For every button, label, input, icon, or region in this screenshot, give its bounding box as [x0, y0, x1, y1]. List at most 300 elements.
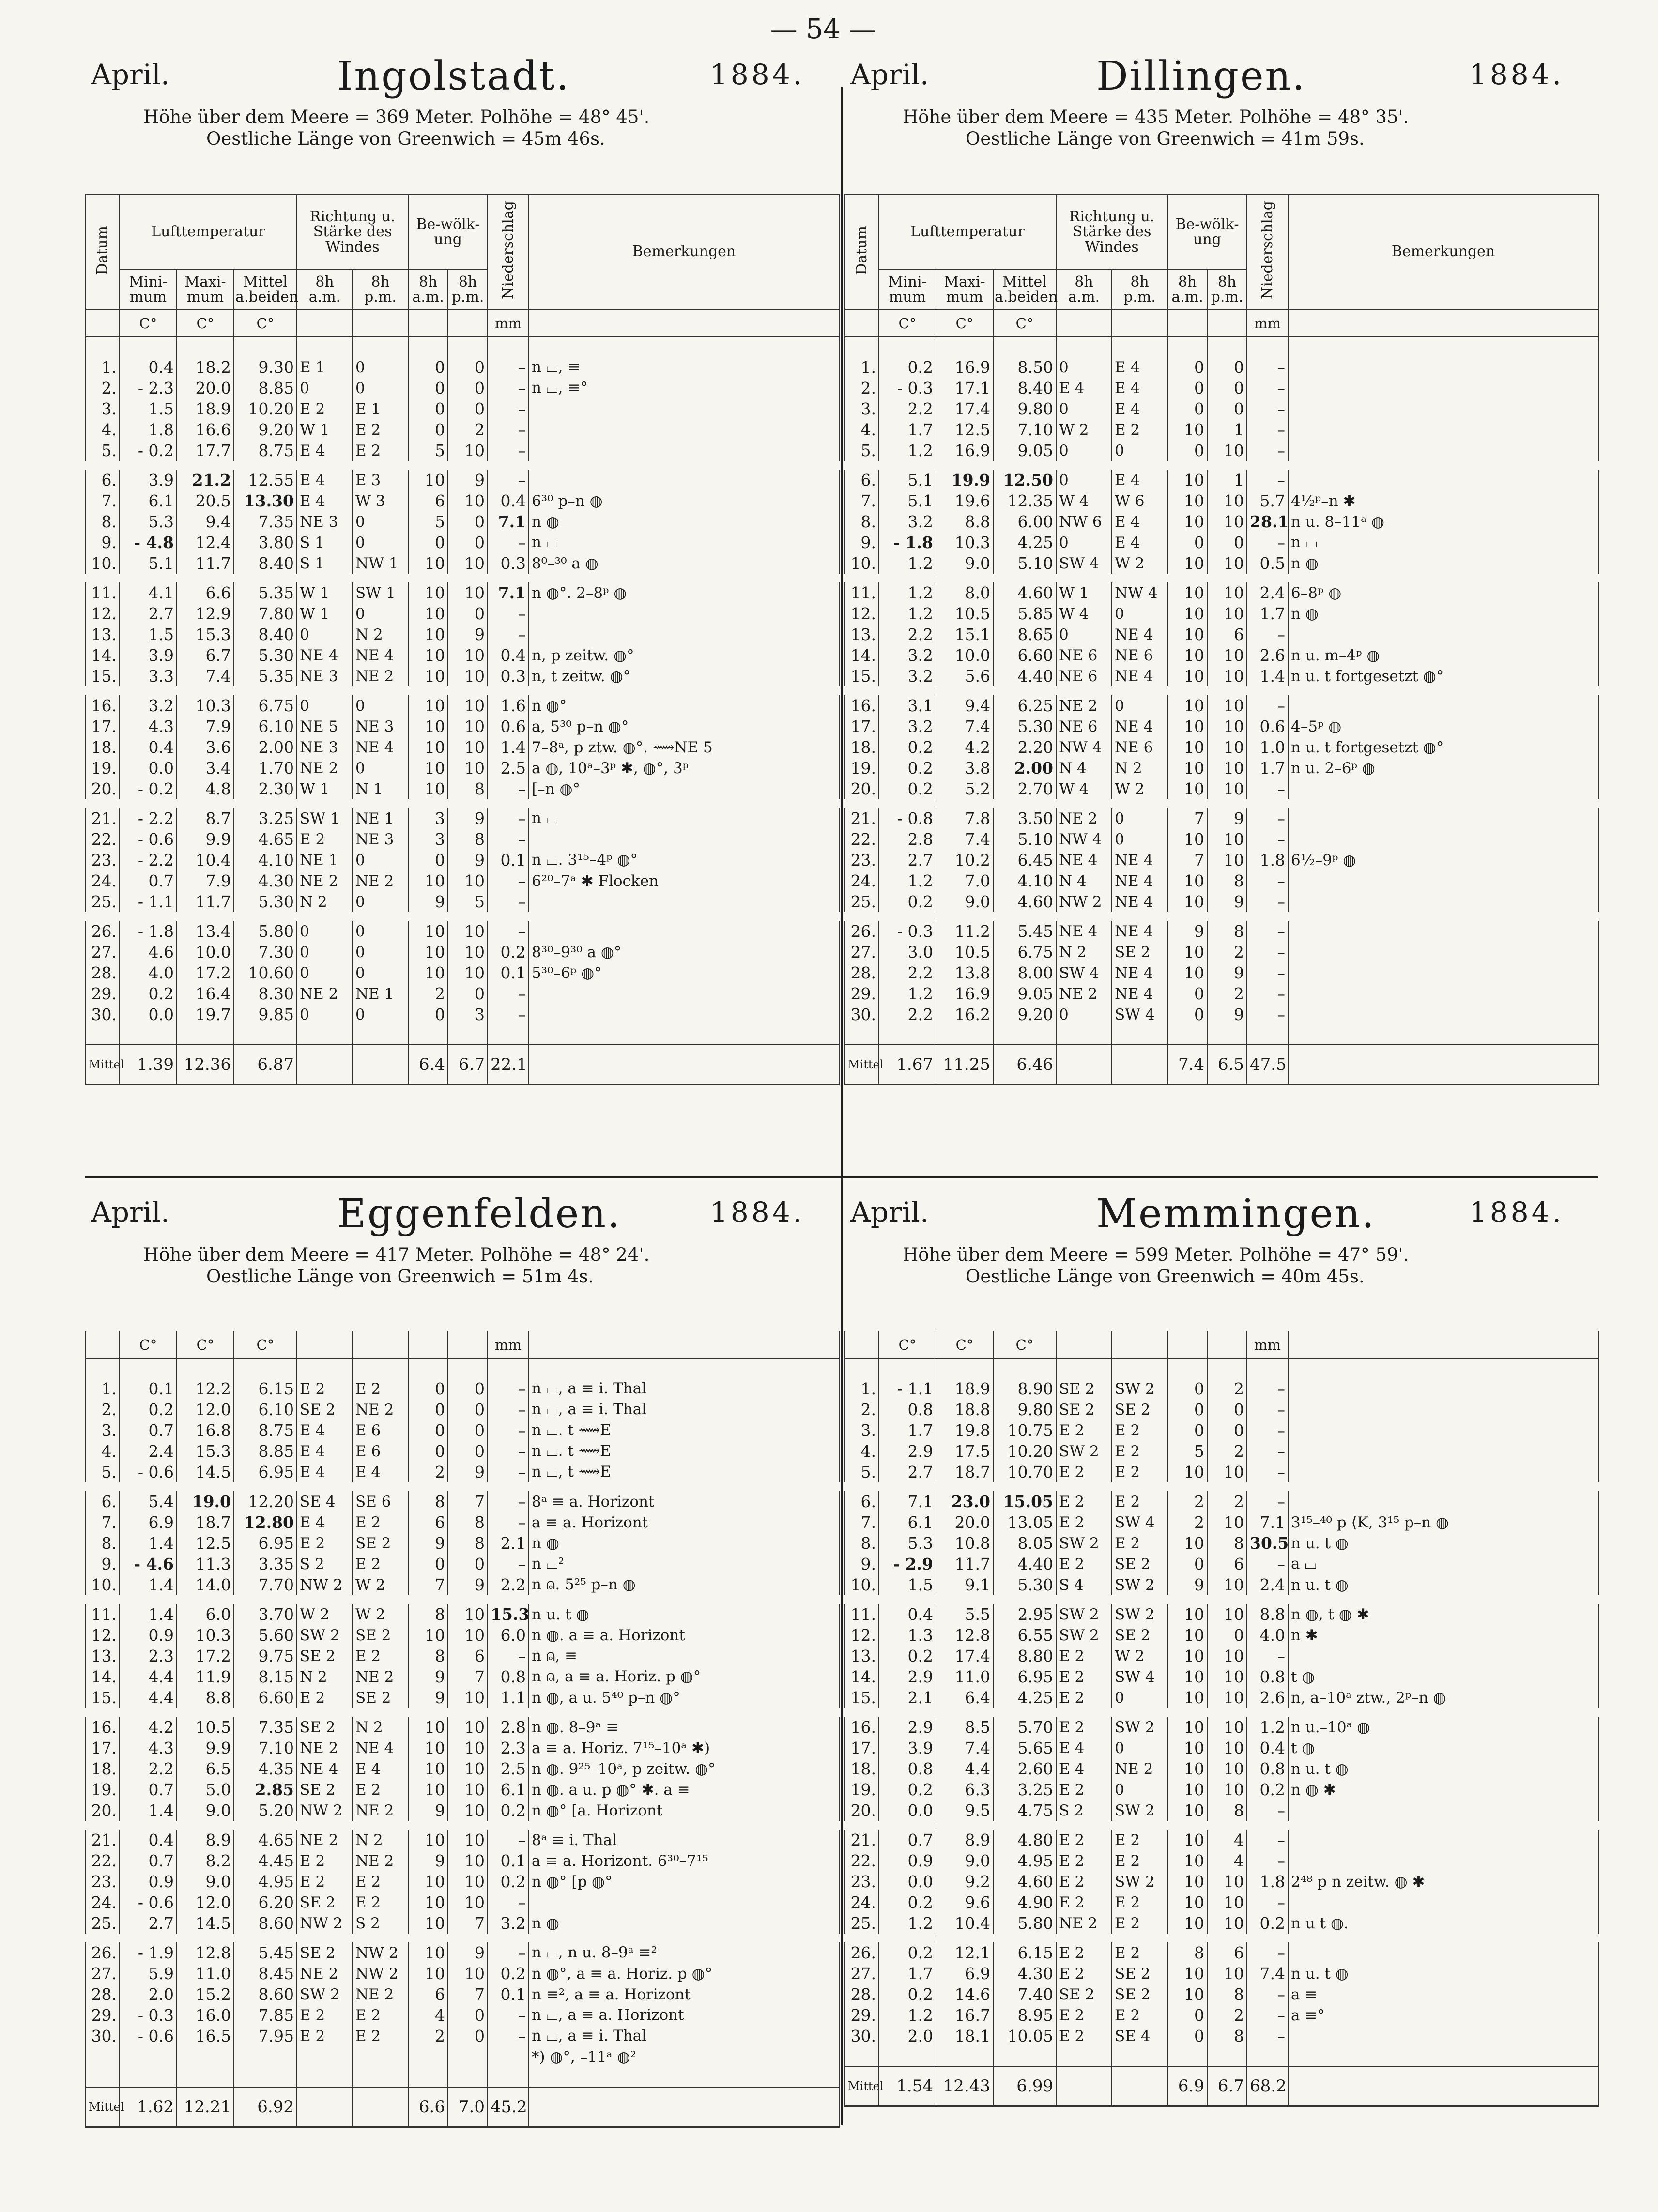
- cell: 9.: [845, 532, 879, 553]
- cell: 2.7: [120, 1913, 177, 1938]
- mittel-value: [1056, 2066, 1112, 2106]
- cell: - 0.3: [879, 378, 936, 398]
- cell: 4.2: [120, 1712, 177, 1738]
- cell: 10: [1207, 1600, 1247, 1625]
- cell: E 2: [1056, 1487, 1112, 1512]
- cell: 8.60: [234, 1984, 297, 2005]
- cell: 10: [448, 1892, 488, 1913]
- cell: E 2: [353, 419, 408, 440]
- cell: 1.5: [879, 1574, 936, 1600]
- cell: –: [1247, 398, 1288, 419]
- cell: 0.4: [1247, 1738, 1288, 1758]
- cell: 3.35: [234, 1554, 297, 1574]
- table-row: [845, 624, 1598, 645]
- cell: 0.2: [1247, 1779, 1288, 1800]
- cell: 9.0: [936, 553, 993, 578]
- table-row: [845, 1646, 1598, 1666]
- cell: 0: [408, 1554, 448, 1574]
- cell: –: [1247, 829, 1288, 850]
- cell: 6.15: [234, 1378, 297, 1399]
- cell: 10: [448, 440, 488, 465]
- cell: 3.6: [177, 737, 234, 758]
- cell: n ⍝, ≡: [529, 1646, 839, 1666]
- cell: NW 4: [1056, 829, 1112, 850]
- cell: W 3: [353, 490, 408, 511]
- cell: SE 2: [1056, 1399, 1112, 1420]
- cell: 2.9: [879, 1441, 936, 1462]
- cell: 12.2: [177, 1378, 234, 1399]
- cell: 15.05: [993, 1487, 1056, 1512]
- cell: 10: [1207, 1871, 1247, 1892]
- cell: NE 2: [353, 1984, 408, 2005]
- cell: SW 2: [1056, 1625, 1112, 1646]
- cell: NE 4: [1112, 983, 1167, 1004]
- cell: 3: [408, 804, 448, 829]
- cell: 8.8: [936, 511, 993, 532]
- cell: –: [1247, 916, 1288, 942]
- cell: 9: [408, 891, 448, 916]
- cell: SW 2: [1056, 1600, 1112, 1625]
- cell: 8.50: [993, 357, 1056, 378]
- cell: 28.: [86, 1984, 120, 2005]
- cell: 10: [1207, 691, 1247, 716]
- cell: 3.9: [120, 645, 177, 666]
- cell: 10: [408, 942, 448, 962]
- table-row: [845, 645, 1598, 666]
- cell: 16.4: [177, 983, 234, 1004]
- mittel-value: 12.43: [936, 2066, 993, 2106]
- cell: 9: [448, 1938, 488, 1963]
- table-row: [845, 1758, 1598, 1779]
- cell: 0: [1167, 1004, 1207, 1025]
- cell: –: [488, 804, 529, 829]
- cell: 3.0: [879, 942, 936, 962]
- cell: 19.0: [177, 1487, 234, 1512]
- cell: a ⌴: [1288, 1554, 1598, 1574]
- table-row: [86, 2005, 839, 2026]
- cell: 3.2: [879, 666, 936, 691]
- cell: 1.7: [879, 1420, 936, 1441]
- cell: 28.: [86, 962, 120, 983]
- cell: 8.9: [177, 1825, 234, 1850]
- unit-cell: [353, 1331, 408, 1358]
- cell: - 2.2: [120, 850, 177, 870]
- cell: 10: [448, 962, 488, 983]
- cell: 8.9: [936, 1825, 993, 1850]
- cell: 0.2: [879, 778, 936, 804]
- cell: 7: [448, 1487, 488, 1512]
- cell: n ◍°: [529, 691, 839, 716]
- cell: 8: [448, 829, 488, 850]
- cell: 8: [1207, 1800, 1247, 1825]
- cell: 0: [1167, 2026, 1207, 2046]
- cell: 4.: [86, 419, 120, 440]
- cell: NE 2: [1112, 1758, 1167, 1779]
- cell: 4.25: [993, 1687, 1056, 1712]
- cell: [1288, 1800, 1598, 1825]
- table-row: [845, 870, 1598, 891]
- cell: NE 2: [1056, 691, 1112, 716]
- cell: 2.3: [488, 1738, 529, 1758]
- cell: 2.4: [1247, 578, 1288, 603]
- cell: SW 2: [1056, 1533, 1112, 1554]
- cell: –: [1247, 378, 1288, 398]
- cell: 5.60: [234, 1625, 297, 1646]
- cell: –: [1247, 778, 1288, 804]
- cell: n ◍. 9²⁵–10ᵃ, p zeitw. ◍°: [529, 1758, 839, 1779]
- cell: 7.9: [177, 870, 234, 891]
- cell: 10: [1167, 1984, 1207, 2005]
- cell: 10: [1167, 1462, 1207, 1487]
- cell: [1288, 870, 1598, 891]
- cell: 3.9: [120, 465, 177, 490]
- mittel-value: 22.1: [488, 1045, 529, 1085]
- cell: 12.55: [234, 465, 297, 490]
- cell: 1.70: [234, 758, 297, 778]
- cell: 2.7: [879, 1462, 936, 1487]
- table-row: [845, 1938, 1598, 1963]
- cell: 15.1: [936, 624, 993, 645]
- cell: E 4: [1112, 378, 1167, 398]
- cell: 0: [448, 1554, 488, 1574]
- cell: 14.: [845, 645, 879, 666]
- cell: 12.1: [936, 1938, 993, 1963]
- cell: E 2: [1056, 2026, 1112, 2046]
- cell: 1.8: [1247, 850, 1288, 870]
- cell: 10: [448, 1758, 488, 1779]
- cell: 10: [1207, 1738, 1247, 1758]
- cell: 0: [353, 378, 408, 398]
- table-row: [86, 1850, 839, 1871]
- cell: S 1: [297, 532, 353, 553]
- cell: [1288, 983, 1598, 1004]
- table-row: [845, 1512, 1598, 1533]
- cell: 3.: [86, 398, 120, 419]
- cell: 1.2: [879, 578, 936, 603]
- cell: 13.8: [936, 962, 993, 983]
- cell: 18.9: [177, 398, 234, 419]
- center-divider: [841, 87, 843, 2125]
- table-row: [845, 916, 1598, 942]
- cell: [1288, 465, 1598, 490]
- cell: 2.9: [879, 1666, 936, 1687]
- cell: 10: [408, 1779, 448, 1800]
- cell: 10: [408, 1963, 448, 1984]
- horizontal-divider: [85, 1176, 1598, 1178]
- cell: 5.80: [234, 916, 297, 942]
- cell: 5: [408, 440, 448, 465]
- cell: 21.: [86, 1825, 120, 1850]
- cell: 6.9: [120, 1512, 177, 1533]
- cell: 27.: [845, 942, 879, 962]
- cell: [1288, 691, 1598, 716]
- cell: 12.5: [936, 419, 993, 440]
- cell: 0: [1056, 398, 1112, 419]
- cell: 10: [1207, 578, 1247, 603]
- cell: 8.7: [177, 804, 234, 829]
- cell: 8: [448, 1512, 488, 1533]
- cell: 6²⁰–7ᵃ ✱ Flocken: [529, 870, 839, 891]
- cell: [1288, 1420, 1598, 1441]
- cell: - 1.1: [120, 891, 177, 916]
- cell: S 1: [297, 553, 353, 578]
- cell: 0.0: [879, 1800, 936, 1825]
- table-row: [86, 916, 839, 942]
- cell: E 4: [353, 1462, 408, 1487]
- cell: 8.90: [993, 1378, 1056, 1399]
- cell: –: [1247, 1892, 1288, 1913]
- col-am: 8h a.m.: [1167, 270, 1207, 309]
- cell: –: [488, 603, 529, 624]
- cell: 0: [1167, 1420, 1207, 1441]
- cell: E 3: [353, 465, 408, 490]
- cell: 11.0: [177, 1963, 234, 1984]
- cell: 10: [1167, 737, 1207, 758]
- cell: a, 5³⁰ p–n ◍°: [529, 716, 839, 737]
- cell: 12.9: [177, 603, 234, 624]
- cell: NE 3: [353, 716, 408, 737]
- year-label: 1884.: [710, 58, 805, 91]
- mittel-value: 1.39: [120, 1045, 177, 1085]
- cell: 6.10: [234, 716, 297, 737]
- cell: 23.: [845, 1871, 879, 1892]
- cell: –: [488, 1825, 529, 1850]
- cell: 1.6: [488, 691, 529, 716]
- cell: NE 2: [353, 1850, 408, 1871]
- cell: 0: [1207, 1625, 1247, 1646]
- cell: 18.2: [177, 357, 234, 378]
- cell: 4.3: [120, 1738, 177, 1758]
- cell: 0: [1167, 1378, 1207, 1399]
- cell: 0: [1167, 1399, 1207, 1420]
- cell: 7.40: [993, 1984, 1056, 2005]
- cell: 14.: [845, 1666, 879, 1687]
- table-row: [86, 419, 839, 440]
- table-row: [86, 1554, 839, 1574]
- cell: n u. t ◍: [1288, 1963, 1598, 1984]
- cell: 10: [1207, 603, 1247, 624]
- cell: N 2: [297, 891, 353, 916]
- cell: E 2: [1112, 1533, 1167, 1554]
- unit-cell: [1112, 309, 1167, 337]
- cell: n ⍝, a ≡ a. Horiz. p ◍°: [529, 1666, 839, 1687]
- mittel-row: [845, 1045, 1598, 1085]
- cell: 15.3: [177, 624, 234, 645]
- cell: n, t zeitw. ◍°: [529, 666, 839, 691]
- table-row: [845, 1984, 1598, 2005]
- cell: 5.3: [879, 1533, 936, 1554]
- table-row: [86, 1892, 839, 1913]
- station-name: Memmingen.: [1096, 1191, 1376, 1237]
- mittel-value: [297, 1045, 353, 1085]
- cell: 10.: [845, 1574, 879, 1600]
- cell: 3: [408, 829, 448, 850]
- table-row: [845, 1399, 1598, 1420]
- cell: 0.9: [120, 1871, 177, 1892]
- cell: 5.65: [993, 1738, 1056, 1758]
- cell: n ◍°, a ≡ a. Horiz. p ◍°: [529, 1963, 839, 1984]
- cell: 4: [1207, 1825, 1247, 1850]
- cell: 4.0: [120, 962, 177, 983]
- cell: E 2: [297, 1687, 353, 1712]
- cell: [1288, 1441, 1598, 1462]
- cell: 0: [408, 850, 448, 870]
- cell: 5.70: [993, 1712, 1056, 1738]
- cell: 16.7: [936, 2005, 993, 2026]
- cell: 2.30: [234, 778, 297, 804]
- cell: 6.7: [177, 645, 234, 666]
- cell: 0: [1112, 691, 1167, 716]
- cell: 9.4: [177, 511, 234, 532]
- cell: n ◍ ✱: [1288, 1779, 1598, 1800]
- cell: 0.2: [120, 1399, 177, 1420]
- cell: 5: [408, 511, 448, 532]
- cell: 6.1: [120, 490, 177, 511]
- mittel-value: 11.25: [936, 1045, 993, 1085]
- cell: E 2: [297, 2026, 353, 2046]
- cell: 10: [1167, 962, 1207, 983]
- table-row: [86, 962, 839, 983]
- cell: 16.8: [177, 1420, 234, 1441]
- cell: 2.6: [1247, 645, 1288, 666]
- cell: 20.: [86, 1800, 120, 1825]
- cell: E 2: [297, 1850, 353, 1871]
- table-row: [845, 1378, 1598, 1399]
- cell: E 6: [353, 1420, 408, 1441]
- cell: 13.4: [177, 916, 234, 942]
- cell: 4–5ᵖ ◍: [1288, 716, 1598, 737]
- cell: 6.75: [234, 691, 297, 716]
- cell: 8: [1207, 1984, 1247, 2005]
- station-panel-memmingen: [844, 1191, 1598, 2107]
- cell: NE 6: [1112, 645, 1167, 666]
- cell: NW 4: [1056, 737, 1112, 758]
- cell: 4.90: [993, 1892, 1056, 1913]
- cell: 2: [1207, 1441, 1247, 1462]
- cell: E 4: [297, 440, 353, 465]
- cell: 22.: [845, 829, 879, 850]
- cell: 0: [353, 962, 408, 983]
- cell: 10: [448, 1600, 488, 1625]
- cell: 5.: [86, 1462, 120, 1487]
- cell: 2.2: [488, 1574, 529, 1600]
- cell: 4: [408, 2005, 448, 2026]
- cell: 1.2: [879, 440, 936, 465]
- unit-cell: [529, 1331, 839, 1358]
- cell: 8.60: [234, 1913, 297, 1938]
- station-header: [844, 1191, 1598, 1331]
- cell: 2.2: [879, 624, 936, 645]
- cell: 22.: [845, 1850, 879, 1871]
- cell: SE 2: [1112, 1963, 1167, 1984]
- cell: 6.: [86, 1487, 120, 1512]
- cell: 26.: [845, 916, 879, 942]
- cell: 10: [1167, 758, 1207, 778]
- cell: 10: [448, 1871, 488, 1892]
- station-panel-ingolstadt: [85, 53, 839, 1085]
- cell: 0.2: [879, 1779, 936, 1800]
- table-row: [845, 1712, 1598, 1738]
- cell: SE 2: [1056, 1378, 1112, 1399]
- cell: 19.: [845, 758, 879, 778]
- cell: 10: [448, 942, 488, 962]
- cell: 2.7: [879, 850, 936, 870]
- table-row: [845, 1574, 1598, 1600]
- cell: 0: [1112, 603, 1167, 624]
- cell: 0: [1056, 1004, 1112, 1025]
- cell: –: [1247, 465, 1288, 490]
- cell: n u.–10ᵃ ◍: [1288, 1712, 1598, 1738]
- col-bemerkungen: Bemerkungen: [529, 194, 839, 309]
- cell: E 2: [1112, 1913, 1167, 1938]
- cell: SE 2: [297, 1779, 353, 1800]
- cell: 0.2: [488, 1800, 529, 1825]
- table-row: [86, 1825, 839, 1850]
- cell: –: [488, 1554, 529, 1574]
- cell: 18.7: [936, 1462, 993, 1487]
- table-row: [845, 1004, 1598, 1025]
- cell: NE 4: [1112, 850, 1167, 870]
- cell: 12.5: [177, 1533, 234, 1554]
- cell: [1288, 804, 1598, 829]
- unit-cell: C°: [234, 309, 297, 337]
- cell: 4.0: [1247, 1625, 1288, 1646]
- cell: 6.15: [993, 1938, 1056, 1963]
- cell: –: [1247, 942, 1288, 962]
- cell: [–n ◍°: [529, 778, 839, 804]
- cell: 10: [408, 1938, 448, 1963]
- cell: 10: [1167, 716, 1207, 737]
- cell: 8.: [86, 511, 120, 532]
- cell: 22.: [86, 829, 120, 850]
- cell: 7: [448, 1666, 488, 1687]
- cell: n ⌴: [529, 532, 839, 553]
- cell: 10: [1207, 1892, 1247, 1913]
- cell: 6.95: [234, 1533, 297, 1554]
- table-row: [86, 578, 839, 603]
- cell: 0: [448, 2005, 488, 2026]
- cell: –: [488, 378, 529, 398]
- cell: 20.: [86, 778, 120, 804]
- cell: 8.05: [993, 1533, 1056, 1554]
- table-row: [845, 829, 1598, 850]
- cell: 2: [408, 983, 448, 1004]
- cell: E 2: [297, 398, 353, 419]
- cell: 7: [448, 1984, 488, 2005]
- cell: –: [488, 624, 529, 645]
- cell: 10: [448, 1779, 488, 1800]
- table-row: [845, 850, 1598, 870]
- cell: 10: [1167, 1779, 1207, 1800]
- cell: 15.2: [177, 1984, 234, 2005]
- cell: [1288, 1825, 1598, 1850]
- cell: 0: [1112, 1779, 1167, 1800]
- cell: NE 4: [1112, 870, 1167, 891]
- cell: 1.4: [1247, 666, 1288, 691]
- col-pm: 8h p.m.: [353, 270, 408, 309]
- unit-cell: [845, 309, 879, 337]
- cell: –: [488, 1441, 529, 1462]
- cell: 3.4: [177, 758, 234, 778]
- cell: 25.: [845, 891, 879, 916]
- cell: W 4: [1056, 603, 1112, 624]
- cell: 10: [1207, 758, 1247, 778]
- col-datum: Datum: [845, 194, 879, 309]
- cell: 0: [1207, 532, 1247, 553]
- cell: 10: [448, 666, 488, 691]
- mittel-row: [86, 2087, 839, 2127]
- mittel-value: 12.21: [177, 2087, 234, 2127]
